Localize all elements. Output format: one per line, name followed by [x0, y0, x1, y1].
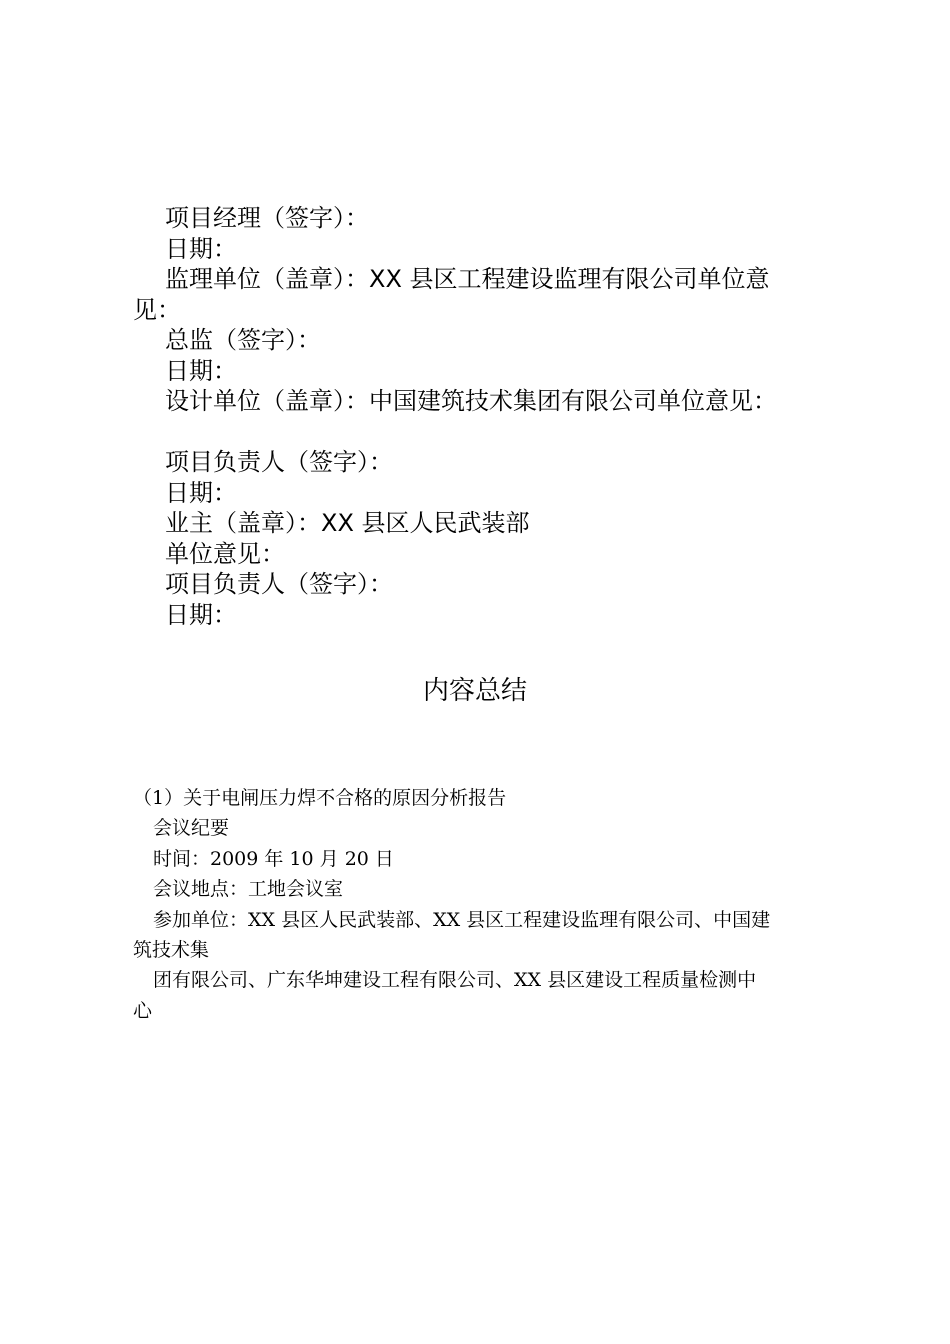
supervision-unit-line: 监理单位（盖章）：XX 县区工程建设监理有限公司单位意 [165, 265, 770, 293]
participants-line-2: 团有限公司、广东华坤建设工程有限公司、XX 县区建设工程质量检测中 [153, 969, 757, 992]
minutes-label: 会议纪要 [153, 817, 230, 840]
report-title: （1）关于电闸压力焊不合格的原因分析报告 [133, 787, 507, 809]
owner-lead-sign-line: 项目负责人（签字）： [165, 570, 393, 598]
meeting-location: 会议地点：工地会议室 [153, 878, 344, 901]
design-date-line: 日期： [165, 478, 237, 507]
supervision-unit-line-cont: 见： [133, 295, 181, 324]
design-lead-sign-line: 项目负责人（签字）： [165, 448, 393, 476]
pm-sign-line: 项目经理（签字）： [165, 204, 369, 232]
chief-date-line: 日期： [165, 356, 237, 385]
report-section [133, 783, 833, 1026]
owner-date-line: 日期： [165, 600, 237, 629]
signature-block [133, 203, 833, 630]
owner-unit-line: 业主（盖章）：XX 县区人民武装部 [165, 509, 530, 537]
blank-line [133, 417, 833, 448]
participants-line-2-cont: 心 [133, 999, 153, 1022]
design-unit-line: 设计单位（盖章）：中国建筑技术集团有限公司单位意见： [165, 387, 777, 415]
pm-date-line: 日期： [165, 234, 237, 263]
owner-opinion-line: 单位意见： [165, 539, 285, 568]
chief-sign-line: 总监（签字）： [165, 326, 321, 354]
meeting-time: 时间：2009 年 10 月 20 日 [153, 847, 394, 870]
participants-line: 参加单位：XX 县区人民武装部、XX 县区工程建设监理有限公司、中国建 [153, 908, 771, 931]
participants-line-cont: 筑技术集 [133, 939, 210, 962]
summary-heading: 内容总结 [422, 676, 527, 706]
